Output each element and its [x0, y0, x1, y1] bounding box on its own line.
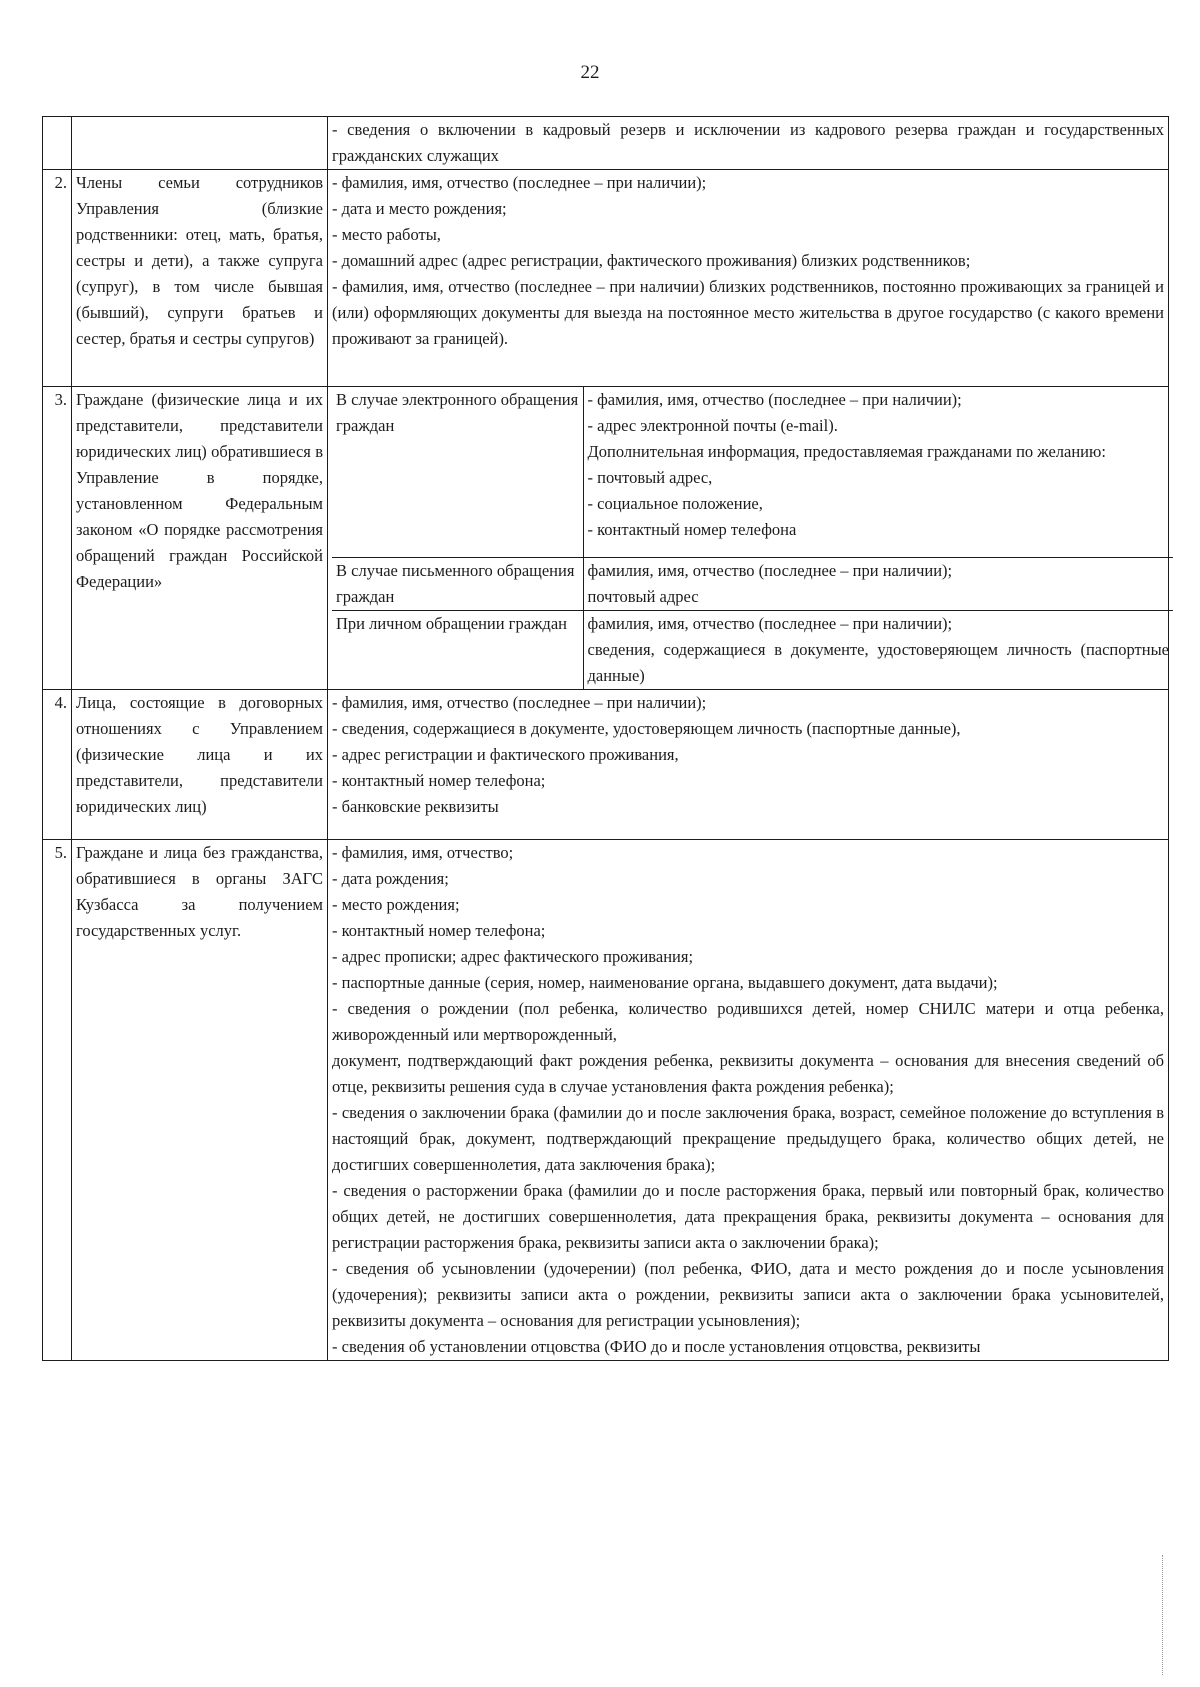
data-line: - адрес прописки; адрес фактического проживания;: [332, 946, 694, 966]
table-row: [43, 170, 1169, 387]
data-line: - сведения о рождении (пол ребенка, количество родившихся детей, номер СНИЛС матери и отца ребенка, живорожденный или мертворожденный,: [332, 998, 1164, 1044]
data-line: - паспортные данные (серия, номер, наименование органа, выдавшего документ, дата выдачи);: [332, 972, 998, 992]
personal-data-table: [42, 116, 1169, 1361]
appeal-mode: В случае электронного обращения граждан: [332, 387, 583, 557]
table-row: [43, 117, 1169, 170]
data-line: - место работы,: [332, 225, 441, 244]
data-line: - контактный номер телефона;: [332, 920, 546, 940]
row-number: 4.: [43, 689, 72, 839]
data-line: - дата и место рождения;: [332, 199, 507, 218]
row-number: 3.: [43, 387, 72, 690]
appeal-mode: В случае письменного обращения граждан: [332, 557, 583, 610]
data-line: - контактный номер телефона;: [332, 770, 546, 790]
data-cell: [328, 839, 1169, 1360]
data-line: - сведения о расторжении брака (фамилии до и после расторжения брака, первый или повторный брак, количество общих детей, не достигших совершеннолетия, дата прекращения брака, реквизиты документа – основания для регистрации расторжения брака, реквизиты записи акта о заключении брака);: [332, 1180, 1164, 1252]
data-line: - фамилия, имя, отчество (последнее – при наличии);: [587, 390, 962, 409]
data-line: - дата рождения;: [332, 868, 449, 888]
scan-artifact-dots: [1162, 1555, 1164, 1675]
appeal-row-electronic: [332, 387, 1173, 557]
page-number: 22: [580, 62, 600, 83]
data-line: - адрес регистрации и фактического проживания,: [332, 744, 679, 764]
appeal-data: [583, 610, 1173, 689]
data-line: - сведения о включении в кадровый резерв и исключении из кадрового резерва граждан и государственных гражданских служащих: [332, 120, 1164, 165]
category-cell: Граждане и лица без гражданства, обратившиеся в органы ЗАГС Кузбасса за получением государственных услуг.: [72, 839, 328, 1360]
data-line: документ, подтверждающий факт рождения ребенка, реквизиты документа – основания для внесения сведений об отце, реквизиты решения суда в случае установления факта рождения ребенка);: [332, 1050, 1164, 1096]
data-line: Дополнительная информация, предоставляемая гражданами по желанию:: [587, 442, 1106, 461]
data-line: - сведения, содержащиеся в документе, удостоверяющем личность (паспортные данные),: [332, 718, 961, 738]
data-line: - фамилия, имя, отчество (последнее – при наличии);: [332, 173, 707, 192]
data-line: - фамилия, имя, отчество (последнее – при наличии);: [332, 692, 707, 712]
category-cell: Члены семьи сотрудников Управления (близкие родственники: отец, мать, братья, сестры и дети), а также супруга (супруг), в том числе бывшая (бывший), супруги братьев и сестер, братья и сестры супругов): [72, 170, 328, 387]
data-line: - банковские реквизиты: [332, 796, 499, 816]
appeal-data: [583, 557, 1173, 610]
appeal-row-written: [332, 557, 1173, 610]
data-line: почтовый адрес: [587, 586, 699, 606]
appeal-row-personal: [332, 610, 1173, 689]
data-line: - фамилия, имя, отчество (последнее – при наличии) близких родственников, постоянно проживающих за границей и (или) оформляющих документы для выезда на постоянное место жительства в другое государство (с какого времени проживают за границей).: [332, 277, 1164, 348]
appeal-types-cell: [328, 387, 1169, 690]
category-cell: Граждане (физические лица и их представители, представители юридических лиц) обратившиеся в Управление в порядке, установленном Федеральным законом «О порядке рассмотрения обращений граждан Российской Федерации»: [72, 387, 328, 690]
data-line: - почтовый адрес,: [587, 468, 713, 487]
data-cell: [328, 170, 1169, 387]
data-line: - адрес электронной почты (e-mail).: [587, 416, 838, 435]
data-line: - сведения о заключении брака (фамилии до и после заключения брака, возраст, семейное положение до вступления в настоящий брак, документ, подтверждающий прекращение предыдущего брака, количество общих детей, не достигших совершеннолетия, дата заключения брака);: [332, 1102, 1164, 1174]
table-row: [43, 387, 1169, 690]
row-number: 5.: [43, 839, 72, 1360]
appeal-types-table: [332, 387, 1173, 689]
appeal-mode: При личном обращении граждан: [332, 610, 583, 689]
data-line: фамилия, имя, отчество (последнее – при наличии);: [587, 560, 953, 580]
table-row: [43, 839, 1169, 1360]
data-cell: [328, 117, 1169, 170]
data-line: - место рождения;: [332, 894, 460, 914]
data-line: - фамилия, имя, отчество;: [332, 842, 514, 862]
row-number: 2.: [43, 170, 72, 387]
data-cell: [328, 689, 1169, 839]
data-line: - сведения об усыновлении (удочерении) (пол ребенка, ФИО, дата и место рождения до и после усыновления (удочерения); реквизиты записи акта о рождении, реквизиты записи акта о заключении брака усыновителей, реквизиты документа – основания для регистрации усыновления);: [332, 1258, 1164, 1330]
data-line: - сведения об установлении отцовства (ФИО до и после установления отцовства, реквизиты: [332, 1336, 981, 1356]
row-number-cell: [43, 117, 72, 170]
data-line: фамилия, имя, отчество (последнее – при наличии);: [587, 613, 953, 633]
category-cell: [72, 117, 328, 170]
data-line: - домашний адрес (адрес регистрации, фактического проживания) близких родственников;: [332, 251, 971, 270]
table-row: [43, 689, 1169, 839]
data-line: сведения, содержащиеся в документе, удостоверяющем личность (паспортные данные): [587, 639, 1169, 685]
data-line: - контактный номер телефона: [587, 520, 797, 539]
appeal-data: [583, 387, 1173, 557]
data-line: - социальное положение,: [587, 494, 763, 513]
category-cell: Лица, состоящие в договорных отношениях с Управлением (физические лица и их представители, представители юридических лиц): [72, 689, 328, 839]
